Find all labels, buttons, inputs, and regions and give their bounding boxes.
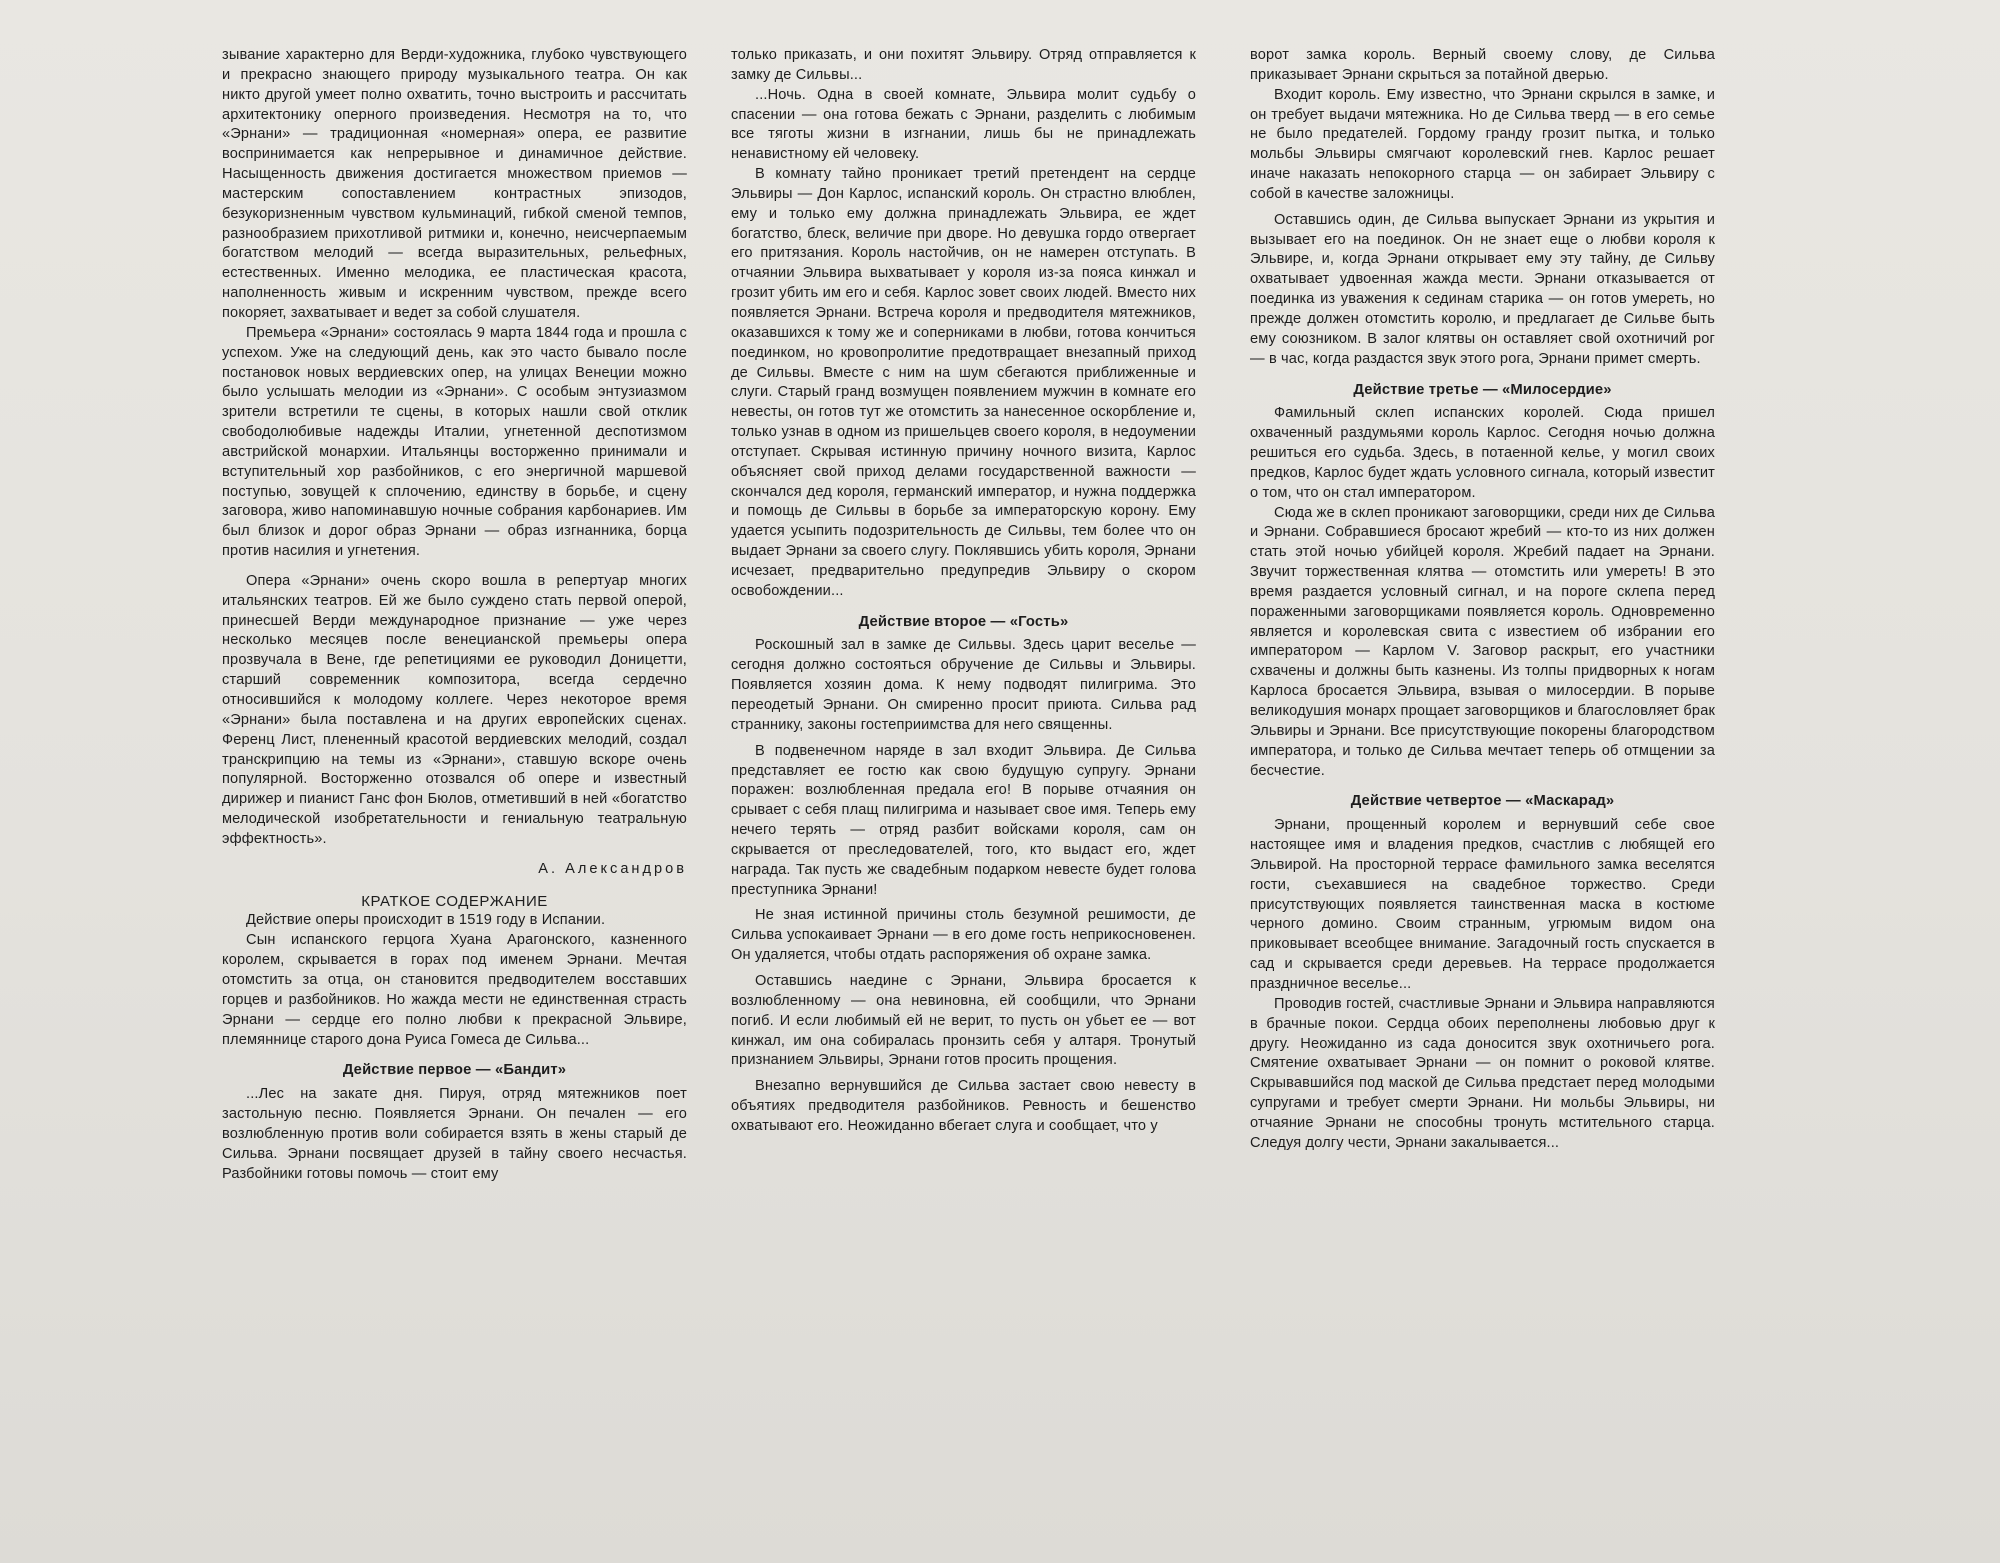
paragraph: Оставшись один, де Сильва выпускает Эрнани из укрытия и вызывает его на поединок. Он не знает еще о любви короля к Эльвире, и, когда Эрнани открывает ему эту тайну, де Сильву охватывает удвоенная жажда мести. Эрнани отказывается от поединка из уважения к сединам старика — он готов умереть, но прежде должен отомстить королю, и предлагает де Сильве быть ему союзником. В залог клятвы он оставляет свой охотничий рог — в час, когда раздастся звук этого рога, Эрнани примет смерть. [1250, 211, 1715, 367]
paragraph: Фамильный склеп испанских королей. Сюда пришел охваченный раздумьями король Карлос. Сегодня ночью должна решиться его судьба. Здесь, в потаенной келье, у могил своих предков, Карлос будет ждать условного сигнала, который известит о том, что он стал императором. [1250, 405, 1715, 501]
paragraph: зывание характерно для Верди-художника, глубоко чувствующего и прекрасно знающего природу музыкального театра. Он как никто другой умеет полно охватить, точно выстроить и рассчитать архитектонику оперного произведения. Несмотря на то, что «Эрнани» — традиционная «номерная» опера, ее развитие воспринимается как непрерывное и динамичное действие. Насыщенность движения достигается множеством приемов — мастерским сопоставлением контрастных эпизодов, безукоризненным чувством кульминаций, гибкой сменой темпов, разнообразием прихотливой ритмики и, конечно, неисчерпаемым богатством мелодий — всегда выразительных, рельефных, естественных. Именно мелодика, ее пластическая красота, наполненность живым и искренним чувством, прежде всего покоряет, захватывает и ведет за собой слушателя. [222, 47, 687, 321]
act-1-heading: Действие первое — «Бандит» [342, 1062, 567, 1079]
column-2 [731, 46, 1196, 1137]
paragraph: ...Лес на закате дня. Пируя, отряд мятежников поет застольную песню. Появляется Эрнани. Он печален — его возлюбленную против воли собирается взять в жены старый де Сильва. Эрнани посвящает друзей в тайну своего несчастья. Разбойники готовы помочь — стоит ему [222, 1086, 687, 1182]
act-2-heading: Действие второе — «Гость» [858, 613, 1069, 630]
column-3 [1250, 46, 1715, 1154]
paragraph: Входит король. Ему известно, что Эрнани скрылся в замке, и он требует выдачи мятежника. Но де Сильва тверд — в его семье не было предателей. Гордому гранду грозит пытка, и только мольбы Эльвиры смягчают королевский гнев. Карлос решает иначе наказать непокорного старца — он забирает Эльвиру с собой в качестве заложницы. [1250, 86, 1715, 202]
paragraph: Сын испанского герцога Хуана Арагонского, казненного королем, скрывается в горах под именем Эрнани. Мечтая отомстить за отца, он становится предводителем восставших горцев и разбойников. Но жажда мести не единственная страсть Эрнани — сердце его полно любви к прекрасной Эльвире, племяннице старого дона Руиса Гомеса де Сильва... [222, 932, 687, 1048]
paragraph: Оставшись наедине с Эрнани, Эльвира бросается к возлюбленному — она невиновна, ей сообщили, что Эрнани погиб. И если любимый ей не верит, то пусть он убьет ее — вот кинжал, им она собиралась пронзить себя у алтаря. Тронутый признанием Эльвиры, Эрнани готов просить прощения. [731, 972, 1196, 1069]
paragraph: Премьера «Эрнани» состоялась 9 марта 1844 года и прошла с успехом. Уже на следующий день, как это часто бывало после постановок новых вердиевских опер, на улицах Венеции можно было услышать мелодии из «Эрнани». С особым энтузиазмом зрители встретили те сцены, в которых нашли свой отклик свободолюбивые надежды Италии, угнетенной деспотизмом австрийской монархии. Итальянцы восторженно принимали и вступительный хор разбойников, с его энергичной маршевой поступью, зовущей к сплочению, единству в борьбе, и сцену заговора, живо напоминавшую ночные собрания карбонариев. Им был близок и дорог образ Эрнани — образ изгнанника, борца против насилия и угнетения. [222, 324, 687, 560]
column-1 [222, 46, 687, 1184]
paragraph: только приказать, и они похитят Эльвиру. Отряд отправляется к замку де Сильвы... [731, 47, 1196, 83]
author-signature: А. Александров [538, 860, 687, 877]
paragraph: Сюда же в склеп проникают заговорщики, среди них де Сильва и Эрнани. Собравшиеся бросают жребий — кто-то из них должен стать этой ночью убийцей короля. Жребий падает на Эрнани. Звучит торжественная клятва — отомстить или умереть! В это время раздается условный сигнал, и на пороге склепа перед пораженными заговорщиками появляется король. Одновременно является и королевская свита с известием об избрании его императором — Карлом V. Заговор раскрыт, его участники схвачены и должны быть казнены. Из толпы придворных к ногам Карлоса бросается Эльвира, взывая о милосердии. В порыве великодушия монарх прощает заговорщиков и благословляет брак Эльвиры и Эрнани. Все присутствующие покорены благородством императора, и только де Сильва мечтает теперь об отмщении за бесчестие. [1250, 504, 1715, 779]
paragraph: ...Ночь. Одна в своей комнате, Эльвира молит судьбу о спасении — она готова бежать с Эрнани, разделить с любимым все тяготы жизни в изгнании, лишь бы не принадлежать ненавистному ей человеку. [731, 86, 1196, 163]
paragraph: Эрнани, прощенный королем и вернувший себе свое настоящее имя и владения предков, счастлив с любящей его Эльвирой. На просторной террасе фамильного замка веселятся гости, съехавшиеся на свадебное торжество. Среди присутствующих появляется таинственная маска в костюме черного домино. Своим странным, угрюмым видом она приковывает всеобщее внимание. Загадочный гость спускается в сад и скрывается среди деревьев. На террасе продолжается праздничное веселье... [1250, 817, 1715, 992]
paragraph: Не зная истинной причины столь безумной решимости, де Сильва успокаивает Эрнани — в его доме гость неприкосновенен. Он удаляется, чтобы отдать распоряжения об охране замка. [731, 907, 1196, 964]
paragraph: В комнату тайно проникает третий претендент на сердце Эльвиры — Дон Карлос, испанский король. Он страстно влюблен, ему и только ему должна принадлежать Эльвира, ее ждет богатство, блеск, величие при дворе. Но девушка гордо отвергает его притязания. Король настойчив, он не намерен отступать. В отчаянии Эльвира выхватывает у короля из-за пояса кинжал и грозит убить им его и себя. Карлос зовет своих людей. Вместо них появляется Эрнани. Встреча короля и предводителя мятежников, оказавшихся к тому же и соперниками в любви, готова кончиться поединком, но кровопролитие предотвращает внезапный приход де Сильвы. Вместе с ним на шум сбегаются приближенные и слуги. Старый гранд возмущен появлением мужчин в комнате его невесты, он готов тут же отомстить за нанесенное оскорбление и, только узнав в одном из пришельцев своего короля, в недоумении отступает. Скрывая истинную причину ночного визита, Карлос объясняет свой приход делами государственной важности — скончался дед короля, германский император, и нужна поддержка и помощь де Сильвы в борьбе за императорскую корону. Ему удается усыпить подозрительность де Сильвы, тем более что он выдает Эрнани за своего слугу. Поклявшись убить короля, Эрнани исчезает, предварительно предупредив Эльвиру о скором освобождении... [731, 166, 1196, 599]
act-3-heading: Действие третье — «Милосердие» [1353, 381, 1612, 398]
paragraph: Действие оперы происходит в 1519 году в Испании. [246, 912, 606, 929]
paragraph: Внезапно вернувшийся де Сильва застает свою невесту в объятиях предводителя разбойников. Ревность и бешенство охватывают его. Неожиданно вбегает слуга и сообщает, что у [731, 1078, 1196, 1134]
paragraph: Опера «Эрнани» очень скоро вошла в репертуар многих итальянских театров. Ей же было суждено стать первой оперой, принесшей Верди международное признание — уже через несколько месяцев после венецианской премьеры опера прозвучала в Вене, где репетициями ее руководил Доницетти, старший современник композитора, всегда сердечно относившийся к молодому коллеге. Через некоторое время «Эрнани» была поставлена и на других европейских сценах. Ференц Лист, плененный красотой вердиевских мелодий, создал транскрипцию на темы из «Эрнани», ставшую вскоре очень популярной. Восторженно отозвался об опере и известный дирижер и пианист Ганс фон Бюлов, отметивший в ней «богатство мелодической изобретательности и гениальную театральную эффектность». [222, 572, 687, 847]
summary-heading: КРАТКОЕ СОДЕРЖАНИЕ [361, 892, 548, 910]
paragraph: Проводив гостей, счастливые Эрнани и Эльвира направляются в брачные покои. Сердца обоих переполнены любовью друг к другу. Неожиданно из сада доносится звук охотничьего рога. Смятение охватывает Эрнани — он помнит о роковой клятве. Скрывавшийся под маской де Сильва предстает перед молодыми супругами и требует смерти Эрнани. Ни мольбы Эльвиры, ни отчаяние Эрнани не способны тронуть мстительного старца. Следуя долгу чести, Эрнани закалывается... [1250, 995, 1715, 1151]
paragraph: ворот замка король. Верный своему слову, де Сильва приказывает Эрнани скрыться за потайной дверью. [1250, 47, 1715, 83]
paragraph: Роскошный зал в замке де Сильвы. Здесь царит веселье — сегодня должно состояться обручение де Сильвы и Эльвиры. Появляется хозяин дома. К нему подводят пилигрима. Это переодетый Эрнани. Он смиренно просит приюта. Сильва рад страннику, законы гостеприимства для него священны. [731, 637, 1196, 733]
paragraph: В подвенечном наряде в зал входит Эльвира. Де Сильва представляет ее гостю как свою будущую супругу. Эрнани поражен: возлюбленная предала его! В порыве отчаяния он срывает с себя плащ пилигрима и называет свое имя. Теперь ему нечего терять — отряд разбит войсками короля, сам он скрывается от преследователей, того, кто выдаст его, ждет награда. Так пусть же свадебным подарком невесте будет голова преступника Эрнани! [731, 742, 1196, 898]
act-4-heading: Действие четвертое — «Маскарад» [1350, 793, 1615, 810]
